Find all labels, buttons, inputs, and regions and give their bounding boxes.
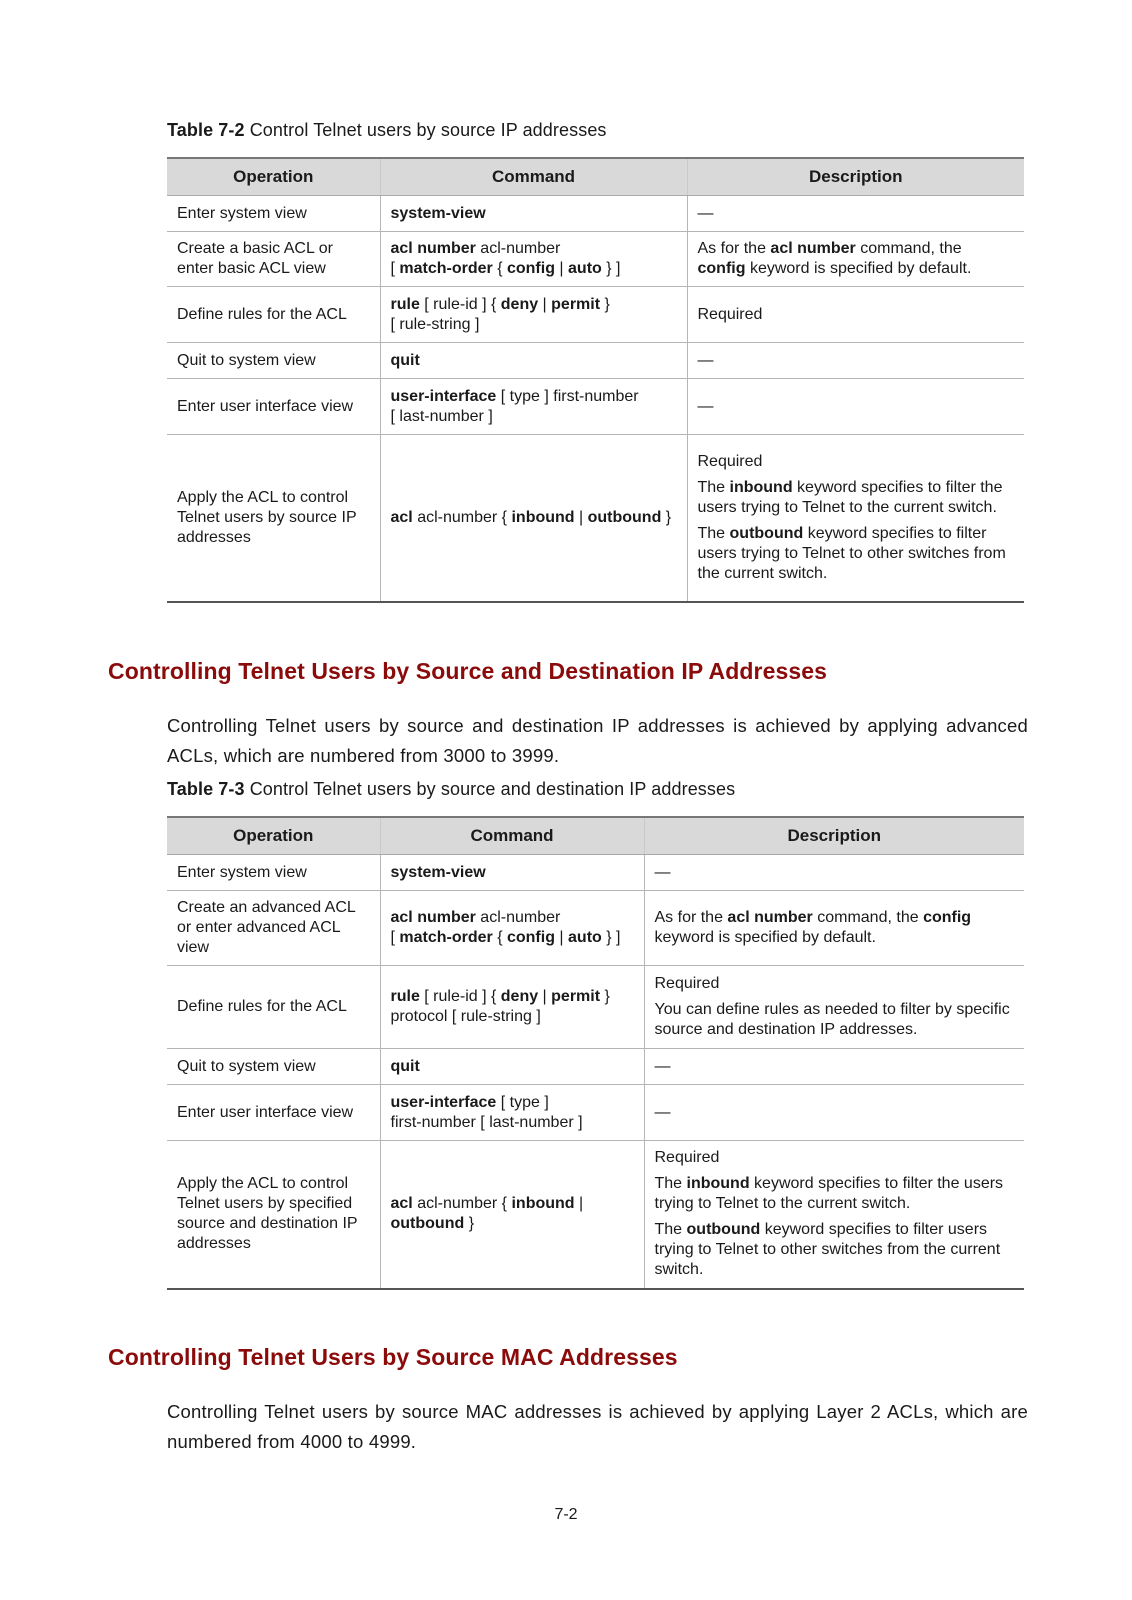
keyword-text: permit bbox=[551, 295, 601, 313]
table-row bbox=[167, 379, 1024, 435]
description-cell bbox=[687, 287, 1024, 343]
keyword-text: outbound bbox=[587, 508, 662, 526]
description-cell bbox=[644, 966, 1024, 1049]
caption-label: Table 7-3 bbox=[167, 779, 245, 799]
section-paragraph: Controlling Telnet users by source and destination IP addresses is achieved by applying advanced ACLs, which are numbered from 3000 to 3999. bbox=[167, 715, 1028, 766]
caption-label: Table 7-2 bbox=[167, 120, 245, 140]
keyword-text: acl bbox=[390, 508, 413, 526]
keyword-text: inbound bbox=[729, 478, 793, 496]
description-cell bbox=[644, 1141, 1024, 1289]
description-cell bbox=[687, 196, 1024, 232]
keyword-text: rule bbox=[390, 988, 420, 1005]
table-row bbox=[167, 966, 1024, 1049]
table-row bbox=[167, 855, 1024, 891]
table-row bbox=[167, 435, 1024, 602]
description-paragraph: Required bbox=[697, 452, 763, 470]
command-cell: user-interface [ type ] first-number [ last-number ] bbox=[380, 1085, 644, 1141]
description-cell bbox=[644, 1085, 1024, 1141]
description-paragraph: The outbound keyword specifies to filter users trying to Telnet to other switches from the current switch. bbox=[654, 1221, 1001, 1279]
keyword-text: config bbox=[697, 260, 746, 277]
keyword-text: acl number bbox=[390, 909, 476, 926]
keyword-text: outbound bbox=[729, 524, 804, 542]
column-header-description: Description bbox=[687, 158, 1024, 196]
keyword-text: match-order bbox=[399, 260, 493, 277]
description-cell bbox=[687, 379, 1024, 435]
description-cell bbox=[644, 891, 1024, 966]
description-paragraph: — bbox=[654, 863, 671, 881]
keyword-text: user-interface bbox=[390, 1093, 497, 1111]
operation-cell: Create an advanced ACL or enter advanced ACL view bbox=[167, 891, 380, 966]
section-heading-source-mac: Controlling Telnet Users by Source MAC Addresses bbox=[108, 1344, 678, 1370]
keyword-text: auto bbox=[568, 929, 602, 946]
operation-cell: Quit to system view bbox=[167, 343, 380, 379]
keyword-text: inbound bbox=[511, 1195, 575, 1213]
description-paragraph: You can define rules as needed to filter by specific source and destination IP addresses. bbox=[654, 1001, 1010, 1038]
description-paragraph: The inbound keyword specifies to filter the users trying to Telnet to the current switch. bbox=[654, 1175, 1004, 1213]
description-paragraph: — bbox=[654, 1103, 671, 1121]
table-7-3-caption bbox=[167, 779, 735, 800]
table-row bbox=[167, 1049, 1024, 1085]
operation-cell: Enter user interface view bbox=[167, 379, 380, 435]
keyword-text: system-view bbox=[390, 204, 486, 222]
description-cell bbox=[644, 855, 1024, 891]
command-cell: rule [ rule-id ] { deny | permit } [ rule-string ] bbox=[380, 287, 687, 343]
page-number: 7-2 bbox=[554, 1506, 578, 1523]
column-header-description: Description bbox=[644, 817, 1024, 855]
keyword-text: quit bbox=[390, 1057, 420, 1075]
table-row bbox=[167, 343, 1024, 379]
table-7-2 bbox=[167, 157, 1024, 603]
description-paragraph: Required bbox=[654, 975, 720, 992]
keyword-text: outbound bbox=[390, 1215, 465, 1233]
table-header-row bbox=[167, 158, 1024, 196]
column-header-command: Command bbox=[380, 158, 687, 196]
description-paragraph: Required bbox=[697, 305, 763, 323]
table-row bbox=[167, 287, 1024, 343]
description-paragraph: As for the acl number command, the config keyword is specified by default. bbox=[697, 240, 972, 277]
command-cell: rule [ rule-id ] { deny | permit } protocol [ rule-string ] bbox=[380, 966, 644, 1049]
description-paragraph: — bbox=[697, 351, 714, 369]
keyword-text: acl number bbox=[727, 909, 813, 926]
table-7-3 bbox=[167, 816, 1024, 1290]
section-heading-source-destination: Controlling Telnet Users by Source and Destination IP Addresses bbox=[108, 658, 828, 684]
table-row bbox=[167, 1141, 1024, 1289]
description-paragraph: The inbound keyword specifies to filter the users trying to Telnet to the current switch. bbox=[697, 478, 1003, 516]
operation-cell: Enter system view bbox=[167, 855, 380, 891]
keyword-text: config bbox=[923, 909, 972, 926]
table-header-row bbox=[167, 817, 1024, 855]
caption-text: Control Telnet users by source and destination IP addresses bbox=[249, 779, 736, 799]
column-header-operation: Operation bbox=[167, 158, 380, 196]
keyword-text: match-order bbox=[399, 929, 493, 946]
keyword-text: config bbox=[506, 929, 555, 946]
keyword-text: rule bbox=[390, 295, 420, 313]
description-paragraph: The outbound keyword specifies to filter users trying to Telnet to other switches from the current switch. bbox=[697, 524, 1006, 582]
keyword-text: inbound bbox=[511, 508, 575, 526]
keyword-text: user-interface bbox=[390, 387, 497, 405]
operation-cell: Quit to system view bbox=[167, 1049, 380, 1085]
caption-text: Control Telnet users by source IP addresses bbox=[249, 120, 607, 140]
table-row bbox=[167, 1085, 1024, 1141]
operation-cell: Enter system view bbox=[167, 196, 380, 232]
table-row bbox=[167, 196, 1024, 232]
description-cell bbox=[687, 232, 1024, 287]
operation-cell: Apply the ACL to control Telnet users by specified source and destination IP addresses bbox=[167, 1141, 380, 1289]
command-cell: acl acl-number { inbound | outbound } bbox=[380, 435, 687, 602]
operation-cell: Create a basic ACL or enter basic ACL view bbox=[167, 232, 380, 287]
keyword-text: deny bbox=[500, 988, 539, 1005]
command-cell: acl number acl-number [ match-order { config | auto } ] bbox=[380, 232, 687, 287]
table-7-2-caption bbox=[167, 120, 607, 141]
description-cell bbox=[687, 343, 1024, 379]
table-row bbox=[167, 891, 1024, 966]
command-cell: acl number acl-number [ match-order { config | auto } ] bbox=[380, 891, 644, 966]
description-paragraph: As for the acl number command, the config keyword is specified by default. bbox=[654, 909, 972, 946]
command-cell bbox=[380, 855, 644, 891]
description-cell bbox=[687, 435, 1024, 602]
keyword-text: config bbox=[506, 260, 555, 277]
operation-cell: Enter user interface view bbox=[167, 1085, 380, 1141]
command-cell bbox=[380, 1049, 644, 1085]
keyword-text: acl number bbox=[770, 240, 856, 257]
operation-cell: Define rules for the ACL bbox=[167, 966, 380, 1049]
command-cell: acl acl-number { inbound | outbound } bbox=[380, 1141, 644, 1289]
column-header-command: Command bbox=[380, 817, 644, 855]
description-paragraph: — bbox=[654, 1057, 671, 1075]
description-paragraph: — bbox=[697, 204, 714, 222]
keyword-text: permit bbox=[551, 988, 601, 1005]
command-cell bbox=[380, 196, 687, 232]
keyword-text: outbound bbox=[686, 1221, 761, 1239]
keyword-text: auto bbox=[568, 260, 602, 277]
description-paragraph: Required bbox=[654, 1149, 720, 1167]
keyword-text: acl number bbox=[390, 240, 476, 257]
description-paragraph: — bbox=[697, 397, 714, 415]
keyword-text: system-view bbox=[390, 863, 486, 881]
operation-cell: Apply the ACL to control Telnet users by source IP addresses bbox=[167, 435, 380, 602]
column-header-operation: Operation bbox=[167, 817, 380, 855]
section-paragraph: Controlling Telnet users by source MAC addresses is achieved by applying Layer 2 ACLs, which are numbered from 4000 to 4999. bbox=[167, 1401, 1028, 1452]
keyword-text: deny bbox=[500, 295, 539, 313]
keyword-text: acl bbox=[390, 1195, 413, 1213]
command-cell: user-interface [ type ] first-number [ last-number ] bbox=[380, 379, 687, 435]
command-cell bbox=[380, 343, 687, 379]
keyword-text: quit bbox=[390, 351, 420, 369]
description-cell bbox=[644, 1049, 1024, 1085]
keyword-text: inbound bbox=[686, 1175, 750, 1193]
operation-cell: Define rules for the ACL bbox=[167, 287, 380, 343]
table-row bbox=[167, 232, 1024, 287]
